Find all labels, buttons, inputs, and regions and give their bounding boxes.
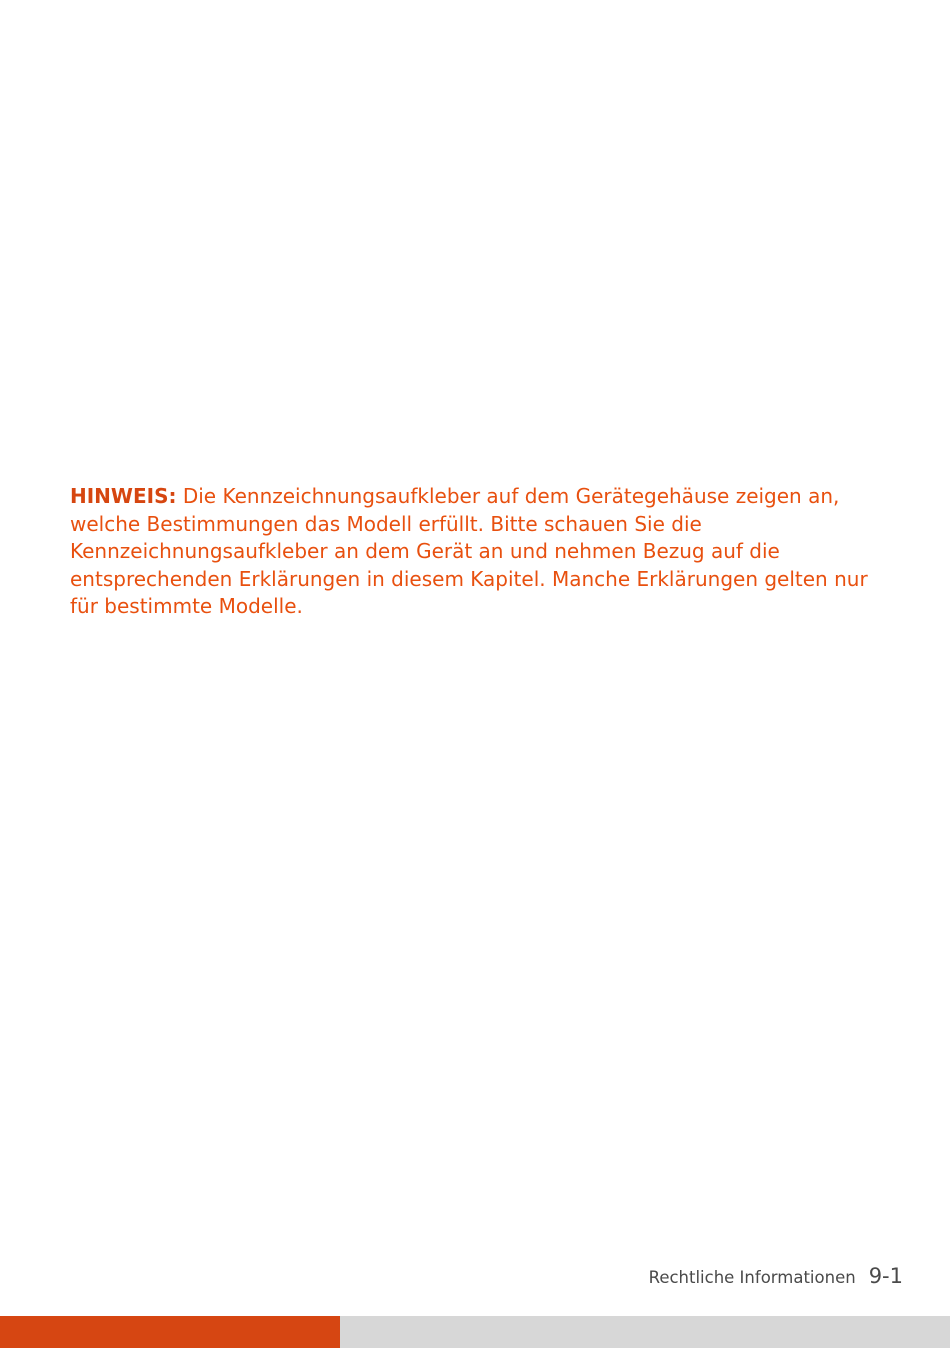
footer-bar-gray [340, 1316, 950, 1348]
page-number: 9-1 [868, 1264, 903, 1288]
note-label: HINWEIS: [70, 484, 177, 508]
footer-bar [0, 1316, 950, 1348]
note-text: Die Kennzeichnungsaufkleber auf dem Gerätegehäuse zeigen an, welche Bestimmungen das Modell erfüllt. Bitte schauen Sie die Kennzeichnungsaufkleber an dem Gerät an und nehmen Bezug auf die entsprechenden Erklärungen in diesem Kapitel. Manche Erklärungen gelten nur für bestimmte Modelle. [70, 484, 868, 618]
page-footer [649, 1264, 903, 1288]
note-paragraph [70, 483, 900, 621]
footer-section-title: Rechtliche Informationen [648, 1268, 856, 1287]
footer-bar-accent [0, 1316, 340, 1348]
